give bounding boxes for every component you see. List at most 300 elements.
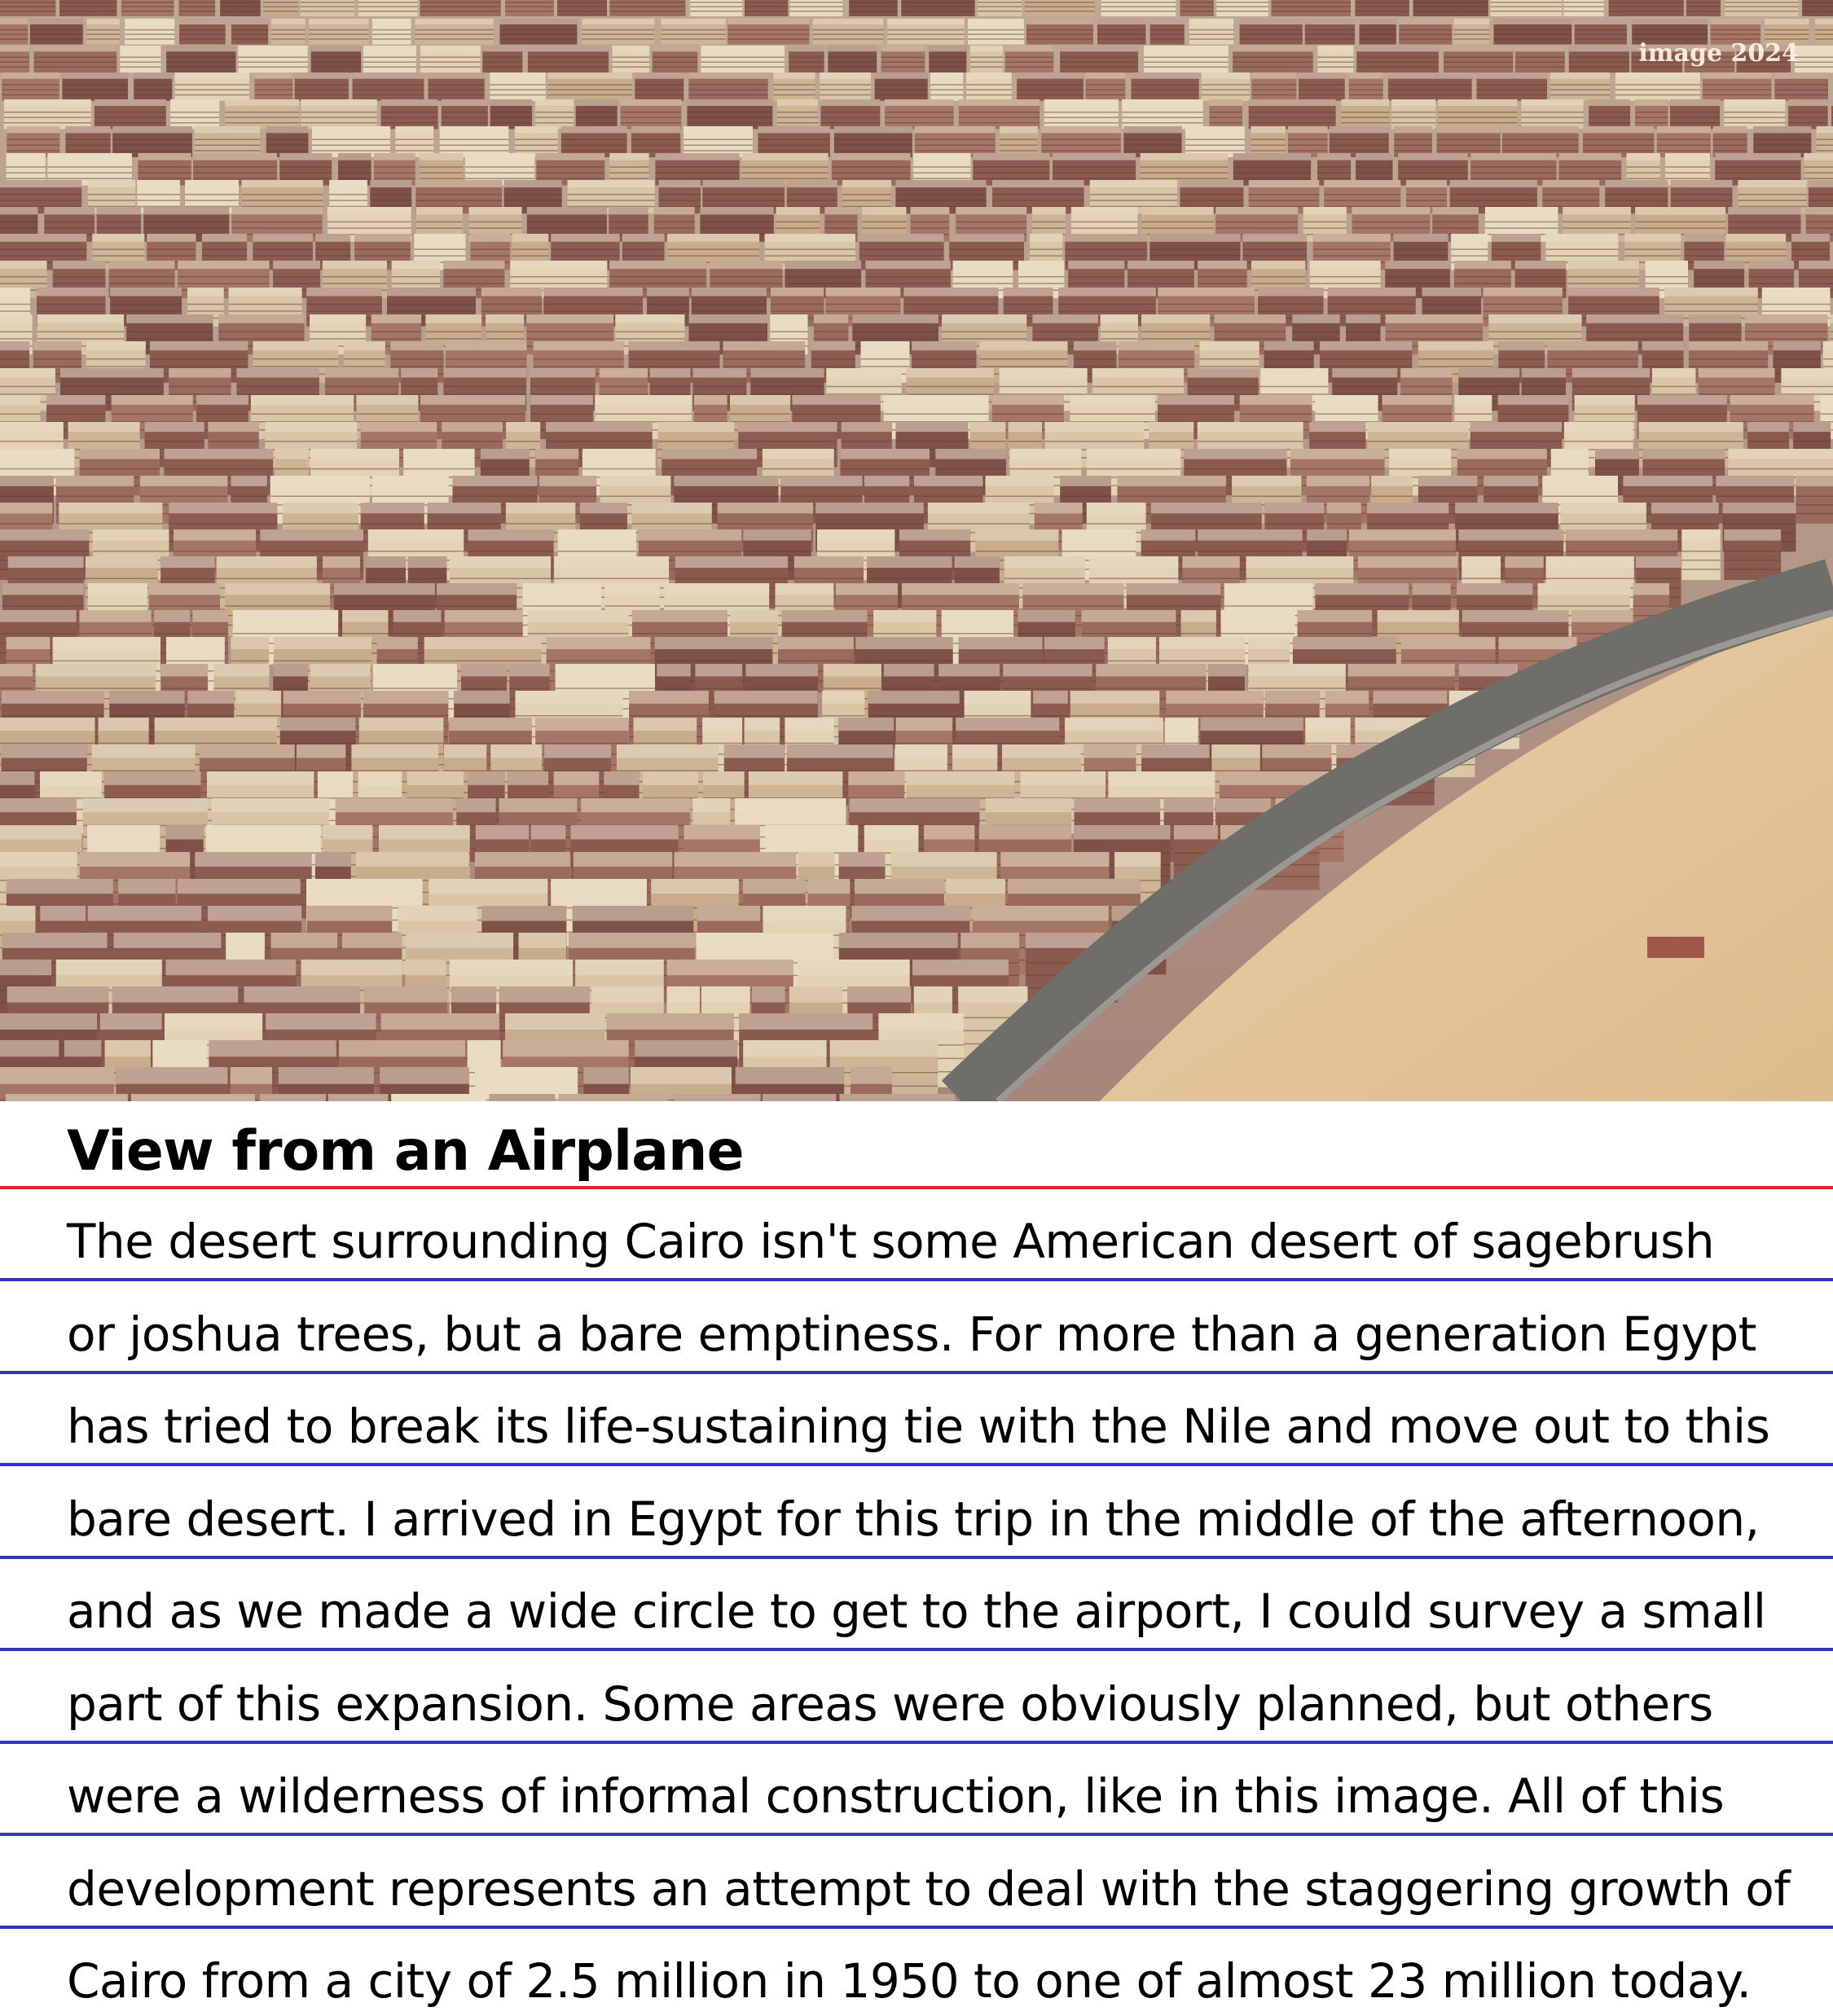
building-roof bbox=[1624, 234, 1681, 242]
building-roof bbox=[1265, 691, 1320, 704]
building-roof bbox=[1151, 503, 1262, 513]
building-roof bbox=[551, 879, 647, 894]
building-roof bbox=[1394, 126, 1432, 133]
building-roof bbox=[692, 368, 746, 378]
building-roof bbox=[1538, 583, 1630, 595]
building-roof bbox=[609, 261, 706, 269]
building-roof bbox=[1288, 126, 1328, 133]
building-roof bbox=[1242, 234, 1307, 242]
building-roof bbox=[169, 503, 277, 513]
building-roof bbox=[1021, 771, 1106, 785]
building-roof bbox=[1670, 99, 1720, 106]
building-roof bbox=[885, 99, 954, 106]
building-roof bbox=[379, 825, 470, 840]
building-roof bbox=[297, 744, 345, 758]
building-roof bbox=[2, 744, 87, 758]
building-roof bbox=[808, 879, 851, 894]
building-roof bbox=[284, 691, 361, 704]
building-roof bbox=[1642, 449, 1725, 459]
building-roof bbox=[60, 368, 164, 378]
building-roof bbox=[569, 933, 695, 948]
building-roof bbox=[1164, 798, 1214, 812]
building-roof bbox=[0, 261, 47, 269]
building-roof bbox=[675, 852, 797, 867]
building-roof bbox=[7, 153, 46, 160]
building-roof bbox=[149, 583, 220, 595]
building-roof bbox=[403, 449, 474, 459]
building-roof bbox=[1374, 691, 1448, 704]
building-roof bbox=[1262, 744, 1331, 758]
building-roof bbox=[1070, 395, 1155, 405]
building-roof bbox=[0, 395, 41, 405]
building-roof bbox=[689, 314, 768, 323]
building-roof bbox=[1542, 180, 1599, 187]
building-roof bbox=[1141, 529, 1196, 541]
building-roof bbox=[884, 395, 989, 405]
building-roof bbox=[736, 1067, 844, 1084]
building-roof bbox=[1018, 261, 1064, 269]
building-roof bbox=[1074, 341, 1117, 350]
building-roof bbox=[574, 852, 673, 867]
building-roof bbox=[787, 180, 837, 187]
building-roof bbox=[635, 1040, 737, 1056]
building-roof bbox=[1485, 207, 1558, 214]
building-roof bbox=[510, 261, 607, 269]
building-roof bbox=[244, 986, 360, 1003]
building-roof bbox=[634, 718, 697, 731]
building-roof bbox=[170, 99, 219, 106]
building-roof bbox=[1488, 314, 1581, 323]
building-roof bbox=[83, 798, 208, 812]
building-roof bbox=[959, 637, 1043, 649]
building-roof bbox=[968, 19, 1024, 24]
building-roof bbox=[481, 449, 530, 459]
building-roof bbox=[318, 771, 353, 785]
building-roof bbox=[112, 126, 192, 133]
building-roof bbox=[958, 986, 1027, 1003]
building-roof bbox=[214, 664, 270, 676]
building-roof bbox=[143, 207, 229, 214]
building-roof bbox=[861, 341, 910, 350]
building-roof bbox=[1382, 395, 1453, 405]
building-roof bbox=[1575, 19, 1627, 24]
building-roof bbox=[301, 960, 402, 975]
building-roof bbox=[1041, 126, 1121, 133]
building-roof bbox=[1327, 503, 1361, 513]
building-roof bbox=[912, 341, 977, 350]
building-roof bbox=[1074, 825, 1171, 840]
building-roof bbox=[468, 771, 504, 785]
building-roof bbox=[973, 153, 1049, 160]
building-roof bbox=[864, 825, 919, 840]
building-roof bbox=[420, 395, 525, 405]
building-roof bbox=[1249, 99, 1336, 106]
building-roof bbox=[92, 744, 196, 758]
building-roof bbox=[535, 99, 574, 106]
building-roof bbox=[233, 610, 339, 622]
building-roof bbox=[131, 1094, 255, 1101]
building-roof bbox=[187, 288, 224, 296]
building-roof bbox=[821, 99, 881, 106]
building-roof bbox=[429, 879, 547, 894]
building-roof bbox=[741, 153, 828, 160]
building-roof bbox=[798, 960, 910, 975]
building-roof bbox=[1018, 610, 1075, 622]
building-roof bbox=[1004, 288, 1053, 296]
building-roof bbox=[1728, 449, 1833, 459]
building-roof bbox=[697, 906, 760, 921]
building-roof bbox=[328, 1094, 389, 1101]
building-roof bbox=[1356, 46, 1439, 51]
building-roof bbox=[461, 664, 507, 676]
building-roof bbox=[1317, 46, 1353, 51]
building-roof bbox=[903, 288, 998, 296]
building-roof bbox=[694, 395, 727, 405]
building-roof bbox=[453, 476, 538, 486]
building-roof bbox=[604, 583, 659, 595]
building-roof bbox=[527, 207, 607, 214]
building-roof bbox=[1470, 422, 1563, 432]
building-roof bbox=[99, 718, 149, 731]
building-roof bbox=[516, 691, 623, 704]
building-roof bbox=[475, 852, 570, 867]
building-roof bbox=[242, 180, 323, 187]
building-roof bbox=[481, 906, 566, 921]
building-roof bbox=[450, 960, 573, 975]
building-roof bbox=[765, 825, 858, 840]
building-roof bbox=[37, 314, 125, 323]
building-roof bbox=[899, 529, 970, 541]
building-roof bbox=[1068, 261, 1124, 269]
building-roof bbox=[935, 449, 1006, 459]
building-roof bbox=[231, 1067, 272, 1084]
building-roof bbox=[2, 72, 59, 79]
building-roof bbox=[826, 368, 902, 378]
building-roof bbox=[7, 126, 59, 133]
building-roof bbox=[609, 153, 648, 160]
building-roof bbox=[260, 1094, 327, 1101]
building-roof bbox=[986, 798, 1071, 812]
building-roof bbox=[576, 99, 618, 106]
building-roof bbox=[193, 153, 277, 160]
building-roof bbox=[621, 99, 682, 106]
building-roof bbox=[1026, 19, 1093, 24]
building-roof bbox=[1401, 637, 1496, 649]
building-roof bbox=[1636, 556, 1681, 568]
building-roof bbox=[1569, 46, 1629, 51]
building-roof bbox=[848, 771, 904, 785]
building-roof bbox=[0, 906, 35, 921]
building-roof bbox=[1180, 180, 1244, 187]
building-roof bbox=[166, 637, 225, 649]
building-roof bbox=[451, 986, 496, 1003]
building-roof bbox=[468, 529, 554, 541]
building-roof bbox=[840, 1094, 956, 1101]
building-roof bbox=[1108, 771, 1215, 785]
building-roof bbox=[1360, 19, 1396, 24]
building-roof bbox=[160, 556, 215, 568]
building-roof bbox=[1699, 368, 1775, 378]
building-roof bbox=[1815, 19, 1833, 24]
building-roof bbox=[442, 99, 488, 106]
building-roof bbox=[1635, 207, 1725, 214]
building-roof bbox=[1505, 556, 1543, 568]
building-roof bbox=[137, 180, 180, 187]
building-roof bbox=[1605, 180, 1668, 187]
building-roof bbox=[1188, 368, 1259, 378]
building-roof bbox=[929, 46, 966, 51]
building-roof bbox=[906, 771, 1014, 785]
building-roof bbox=[639, 529, 741, 541]
building-roof bbox=[1566, 529, 1677, 541]
building-roof bbox=[407, 771, 464, 785]
building-roof bbox=[771, 288, 824, 296]
building-roof bbox=[714, 691, 818, 704]
building-roof bbox=[654, 207, 695, 214]
building-roof bbox=[370, 180, 411, 187]
text-line: or joshua trees, but a bare emptiness. For more than a generation Egypt bbox=[67, 1306, 1756, 1362]
building-roof bbox=[34, 46, 117, 51]
building-roof bbox=[363, 46, 416, 51]
building-roof bbox=[1716, 476, 1794, 486]
building-roof bbox=[813, 19, 884, 24]
building-roof bbox=[1635, 99, 1668, 106]
building-roof bbox=[842, 180, 891, 187]
building-roof bbox=[1264, 341, 1314, 350]
building-roof bbox=[1502, 126, 1579, 133]
building-roof bbox=[0, 46, 29, 51]
text-line: bare desert. I arrived in Egypt for this trip in the middle of the afternoon, bbox=[67, 1491, 1760, 1547]
building-roof bbox=[1114, 852, 1161, 867]
building-roof bbox=[1386, 314, 1484, 323]
building-roof bbox=[425, 314, 481, 323]
building-roof bbox=[911, 207, 950, 214]
building-roof bbox=[528, 610, 629, 622]
building-roof bbox=[1515, 46, 1565, 51]
building-roof bbox=[776, 207, 820, 214]
building-roof bbox=[1545, 234, 1618, 242]
building-roof bbox=[1002, 744, 1081, 758]
building-roof bbox=[828, 46, 877, 51]
building-roof bbox=[1141, 314, 1210, 323]
building-roof bbox=[530, 395, 593, 405]
building-roof bbox=[1623, 476, 1712, 486]
building-roof bbox=[356, 852, 468, 867]
building-roof bbox=[1394, 234, 1448, 242]
building-roof bbox=[992, 180, 1084, 187]
building-roof bbox=[864, 476, 909, 486]
building-roof bbox=[780, 476, 862, 486]
building-roof bbox=[1454, 395, 1492, 405]
building-roof bbox=[600, 476, 671, 486]
building-roof bbox=[847, 986, 911, 1003]
building-roof bbox=[875, 72, 928, 79]
building-roof bbox=[1060, 46, 1138, 51]
building-roof bbox=[1671, 180, 1733, 187]
building-roof bbox=[528, 46, 609, 51]
building-roof bbox=[196, 395, 248, 405]
building-roof bbox=[229, 288, 302, 296]
building-roof bbox=[1000, 126, 1038, 133]
building-roof bbox=[667, 234, 759, 242]
building-roof bbox=[653, 46, 698, 51]
building-roof bbox=[534, 341, 624, 350]
building-roof bbox=[358, 771, 402, 785]
building-roof bbox=[315, 852, 351, 867]
building-roof bbox=[851, 1067, 892, 1084]
building-roof bbox=[1290, 449, 1385, 459]
building-roof bbox=[1458, 529, 1563, 541]
building-roof bbox=[207, 771, 314, 785]
building-roof bbox=[212, 798, 329, 812]
building-roof bbox=[970, 46, 1003, 51]
building-roof bbox=[718, 503, 814, 513]
building-roof bbox=[1371, 476, 1413, 486]
building-roof bbox=[166, 46, 235, 51]
building-roof bbox=[763, 906, 846, 921]
text-line: part of this expansion. Some areas were obviously planned, but others bbox=[67, 1676, 1713, 1732]
text-line: has tried to break its life-sustaining tie with the Nile and move out to this bbox=[67, 1399, 1770, 1454]
building-roof bbox=[701, 46, 785, 51]
building-roof bbox=[770, 314, 807, 323]
building-roof bbox=[1820, 395, 1833, 405]
building-roof bbox=[1216, 798, 1271, 812]
building-roof bbox=[1765, 19, 1809, 24]
building-roof bbox=[1249, 180, 1320, 187]
building-roof bbox=[0, 180, 81, 187]
building-roof bbox=[503, 1040, 629, 1056]
building-roof bbox=[0, 234, 86, 242]
building-roof bbox=[763, 449, 834, 459]
building-roof bbox=[253, 341, 338, 350]
building-roof bbox=[960, 933, 1019, 948]
building-roof bbox=[1568, 288, 1659, 296]
building-roof bbox=[1349, 529, 1456, 541]
building-roof bbox=[539, 476, 596, 486]
blue-rule-line bbox=[0, 1463, 1833, 1466]
building-roof bbox=[727, 19, 809, 24]
building-roof bbox=[109, 691, 184, 704]
building-roof bbox=[839, 933, 958, 948]
building-roof bbox=[368, 529, 464, 541]
building-roof bbox=[1017, 72, 1084, 79]
building-roof bbox=[0, 610, 77, 622]
building-roof bbox=[1000, 368, 1088, 378]
blue-rule-line bbox=[0, 1371, 1833, 1374]
building-roof bbox=[692, 288, 767, 296]
building-roof bbox=[865, 261, 951, 269]
building-roof bbox=[44, 207, 95, 214]
building-roof bbox=[1132, 72, 1199, 79]
building-roof bbox=[836, 583, 898, 595]
building-roof bbox=[1788, 99, 1827, 106]
building-roof bbox=[114, 933, 222, 948]
building-roof bbox=[1753, 126, 1811, 133]
building-roof bbox=[499, 986, 590, 1003]
building-roof bbox=[1356, 153, 1392, 160]
building-roof bbox=[1127, 583, 1221, 595]
building-roof bbox=[79, 610, 151, 622]
building-roof bbox=[1087, 449, 1180, 459]
building-roof bbox=[92, 234, 144, 242]
building-roof bbox=[535, 718, 629, 731]
building-roof bbox=[1651, 503, 1719, 513]
building-roof bbox=[371, 314, 421, 323]
building-roof bbox=[814, 314, 848, 323]
building-roof bbox=[1689, 314, 1741, 323]
building-roof bbox=[116, 1067, 227, 1084]
building-roof bbox=[547, 637, 651, 649]
building-roof bbox=[499, 798, 578, 812]
building-roof bbox=[855, 637, 953, 649]
building-roof bbox=[40, 771, 102, 785]
text-line: Cairo from a city of 2.5 million in 1950 to one of almost 23 million today. bbox=[67, 1953, 1752, 2009]
building-roof bbox=[420, 153, 464, 160]
building-roof bbox=[609, 207, 648, 214]
building-roof bbox=[1713, 126, 1747, 133]
building-roof bbox=[56, 476, 134, 486]
building-roof bbox=[1035, 503, 1083, 513]
building-roof bbox=[1313, 234, 1391, 242]
building-roof bbox=[975, 529, 1058, 541]
building-roof bbox=[1723, 503, 1796, 513]
building-roof bbox=[1328, 288, 1416, 296]
building-roof bbox=[792, 395, 880, 405]
text-line: The desert surrounding Cairo isn't some American desert of sagebrush bbox=[67, 1214, 1715, 1269]
building-roof bbox=[0, 422, 64, 432]
building-roof bbox=[582, 449, 656, 459]
building-roof bbox=[580, 503, 627, 513]
building-roof bbox=[789, 986, 842, 1003]
building-roof bbox=[1586, 314, 1683, 323]
building-roof bbox=[253, 234, 313, 242]
building-roof bbox=[395, 126, 433, 133]
building-roof bbox=[1141, 744, 1210, 758]
building-roof bbox=[979, 341, 1067, 350]
building-roof bbox=[315, 234, 350, 242]
red-rule-line bbox=[0, 1186, 1833, 1189]
building-roof bbox=[701, 986, 750, 1003]
building-roof bbox=[309, 19, 369, 24]
building-roof bbox=[1264, 503, 1324, 513]
building-roof bbox=[702, 718, 742, 731]
building-roof bbox=[724, 744, 785, 758]
building-roof bbox=[830, 1040, 938, 1056]
building-roof bbox=[380, 1067, 469, 1084]
building-roof bbox=[952, 744, 997, 758]
building-roof bbox=[575, 960, 664, 975]
building-roof bbox=[684, 825, 760, 840]
building-roof bbox=[0, 718, 95, 731]
building-roof bbox=[1547, 341, 1637, 350]
building-roof bbox=[530, 368, 596, 378]
building-roof bbox=[192, 610, 228, 622]
building-roof bbox=[372, 476, 449, 486]
building-roof bbox=[600, 368, 648, 378]
building-roof bbox=[504, 180, 562, 187]
building-roof bbox=[798, 852, 835, 867]
building-roof bbox=[632, 610, 727, 622]
building-roof bbox=[1258, 288, 1324, 296]
building-roof bbox=[398, 906, 477, 921]
building-roof bbox=[353, 72, 424, 79]
building-roof bbox=[440, 126, 509, 133]
building-roof bbox=[1681, 529, 1721, 541]
building-roof bbox=[47, 153, 132, 160]
building-roof bbox=[1453, 19, 1489, 24]
building-roof bbox=[208, 422, 258, 432]
desert-structure bbox=[1647, 937, 1704, 958]
